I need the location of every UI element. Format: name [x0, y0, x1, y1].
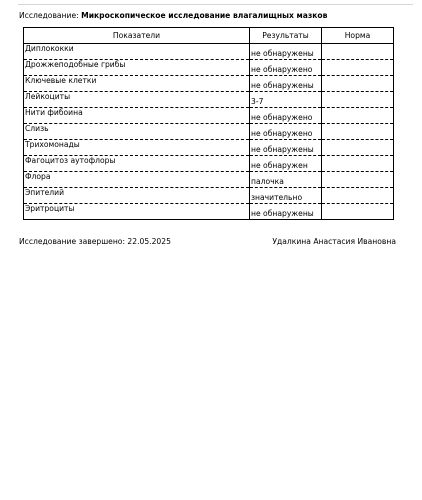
- row-result: не обнаружены: [250, 44, 322, 60]
- table-row: [24, 204, 394, 220]
- doctor-name: Удалкина Анастасия Ивановна: [272, 237, 396, 246]
- table-row: [24, 172, 394, 188]
- results-table: [23, 27, 394, 220]
- row-indicator: Флора: [24, 172, 250, 188]
- row-norm: [322, 140, 394, 156]
- row-result: не обнаружено: [250, 124, 322, 140]
- row-result: не обнаружено: [250, 108, 322, 124]
- row-norm: [322, 76, 394, 92]
- row-result: не обнаружены: [250, 204, 322, 220]
- table-row: [24, 156, 394, 172]
- row-indicator: Эритроциты: [24, 204, 250, 220]
- row-norm: [322, 156, 394, 172]
- table-row: [24, 188, 394, 204]
- row-norm: [322, 124, 394, 140]
- row-norm: [322, 172, 394, 188]
- row-result: не обнаружен: [250, 156, 322, 172]
- study-title: [19, 10, 327, 22]
- table-row: [24, 140, 394, 156]
- completion-date: Исследование завершено: 22.05.2025: [19, 237, 171, 246]
- table-row: [24, 60, 394, 76]
- row-norm: [322, 188, 394, 204]
- row-indicator: Фагоцитоз аутофлоры: [24, 156, 250, 172]
- row-indicator: Диплококки: [24, 44, 250, 60]
- row-norm: [322, 60, 394, 76]
- row-result: значительно: [250, 188, 322, 204]
- row-result: 3-7: [250, 92, 322, 108]
- row-norm: [322, 92, 394, 108]
- table-row: [24, 124, 394, 140]
- study-name: Микроскопическое исследование влагалищных мазков: [81, 11, 328, 20]
- row-indicator: Эпителий: [24, 188, 250, 204]
- row-norm: [322, 108, 394, 124]
- header-result: Результаты: [250, 28, 322, 44]
- table-row: [24, 108, 394, 124]
- row-result: не обнаружены: [250, 140, 322, 156]
- row-result: палочка: [250, 172, 322, 188]
- table-row: [24, 76, 394, 92]
- table-row: [24, 92, 394, 108]
- row-result: не обнаружено: [250, 60, 322, 76]
- row-indicator: Дрожжеподобные грибы: [24, 60, 250, 76]
- row-indicator: Трихомонады: [24, 140, 250, 156]
- row-indicator: Лейкоциты: [24, 92, 250, 108]
- table-row: [24, 44, 394, 60]
- row-indicator: Нити фибоина: [24, 108, 250, 124]
- row-result: не обнаружены: [250, 76, 322, 92]
- row-indicator: Ключевые клетки: [24, 76, 250, 92]
- row-norm: [322, 44, 394, 60]
- header-indicator: Показатели: [24, 28, 250, 44]
- row-norm: [322, 204, 394, 220]
- row-indicator: Слизь: [24, 124, 250, 140]
- header-norm: Норма: [322, 28, 394, 44]
- study-label: Исследование:: [19, 11, 82, 20]
- table-header-row: [24, 28, 394, 44]
- top-divider: [18, 4, 413, 5]
